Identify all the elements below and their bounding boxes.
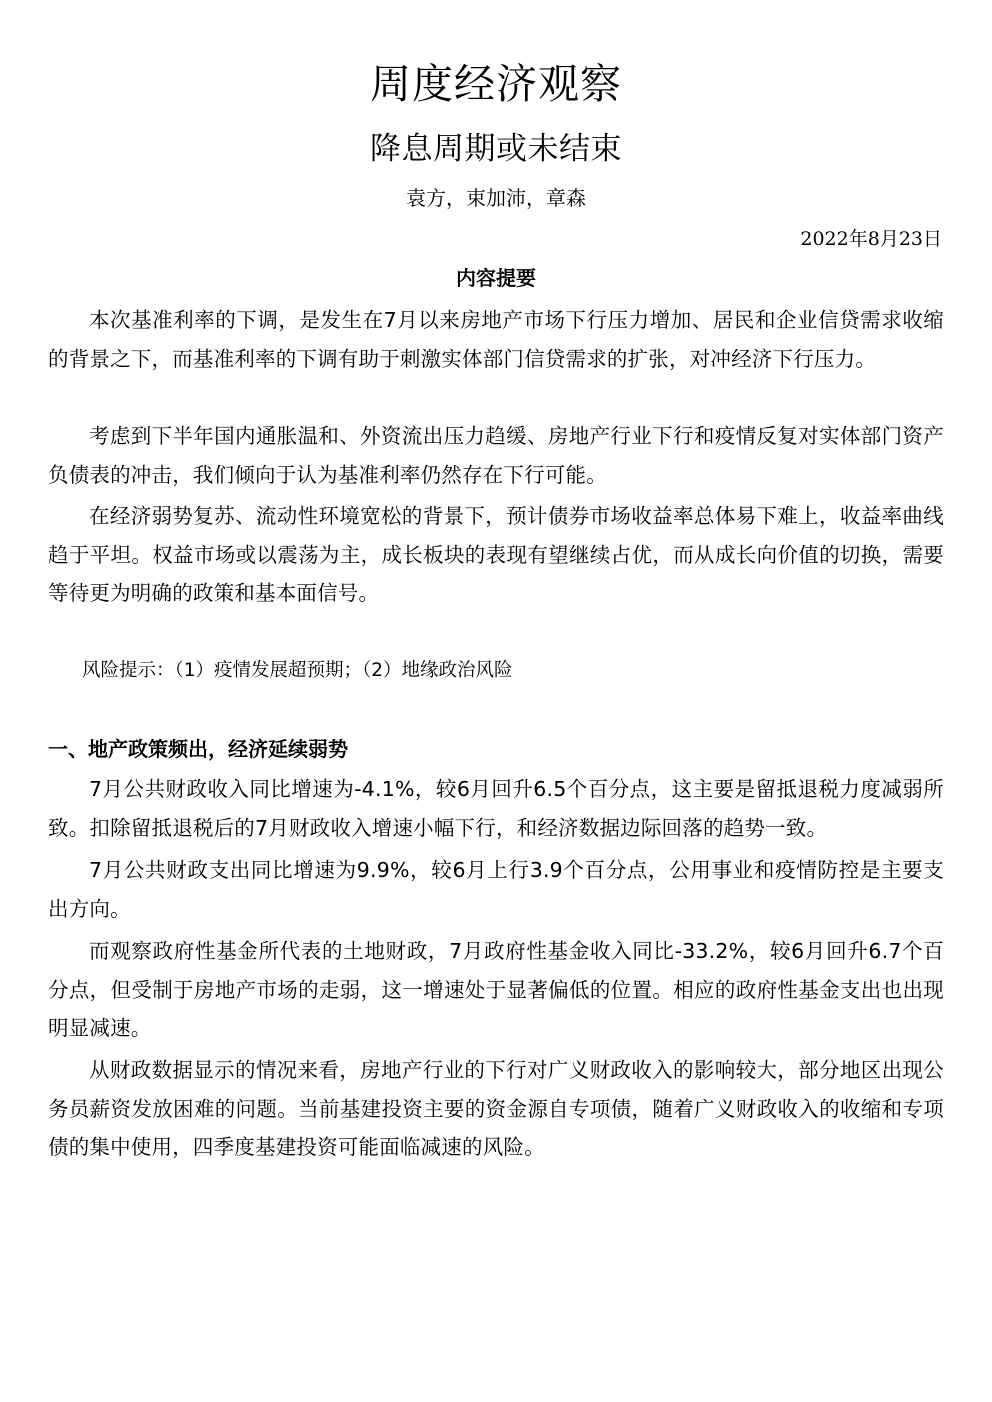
summary-heading: 内容提要 xyxy=(456,266,536,290)
summary-paragraph-2: 考虑到下半年国内通胀温和、外资流出压力趋缓、房地产行业下行和疫情反复对实体部门资产负债表的冲击，我们倾向于认为基准利率仍然存在下行可能。 xyxy=(48,424,944,487)
section1-paragraph-4: 从财政数据显示的情况来看，房地产行业的下行对广义财政收入的影响较大，部分地区出现公务员薪资发放困难的问题。当前基建投资主要的资金源自专项债，随着广义财政收入的收缩和专项债的集中使用，四季度基建投资可能面临减速的风险。 xyxy=(48,1058,944,1159)
section1-paragraph-2: 7月公共财政支出同比增速为9.9%，较6月上行3.9个百分点，公用事业和疫情防控是主要支出方向。 xyxy=(48,858,944,921)
report-date: 2022年8月23日 xyxy=(800,228,942,250)
risk-warning: 风险提示：（1）疫情发展超预期；（2）地缘政治风险 xyxy=(82,660,513,681)
report-title: 周度经济观察 xyxy=(370,60,622,108)
summary-paragraph-3: 在经济弱势复苏、流动性环境宽松的背景下，预计债券市场收益率总体易下难上，收益率曲线趋于平坦。权益市场或以震荡为主，成长板块的表现有望继续占优，而从成长向价值的切换，需要等待更为明确的政策和基本面信号。 xyxy=(48,504,944,605)
summary-paragraph-1: 本次基准利率的下调，是发生在7月以来房地产市场下行压力增加、居民和企业信贷需求收缩的背景之下，而基准利率的下调有助于刺激实体部门信贷需求的扩张，对冲经济下行压力。 xyxy=(48,308,944,371)
section1-paragraph-1: 7月公共财政收入同比增速为-4.1%，较6月回升6.5个百分点，这主要是留抵退税力度减弱所致。扣除留抵退税后的7月财政收入增速小幅下行，和经济数据边际回落的趋势一致。 xyxy=(48,777,944,840)
section1-paragraph-3: 而观察政府性基金所代表的土地财政，7月政府性基金收入同比-33.2%，较6月回升6.7个百分点，但受制于房地产市场的走弱，这一增速处于显著偏低的位置。相应的政府性基金支出也出现明显减速。 xyxy=(48,939,944,1040)
report-subtitle: 降息周期或未结束 xyxy=(370,131,622,167)
section-heading-1: 一、地产政策频出，经济延续弱势 xyxy=(48,737,348,761)
report-authors: 袁方，束加沛，章森 xyxy=(406,186,586,210)
